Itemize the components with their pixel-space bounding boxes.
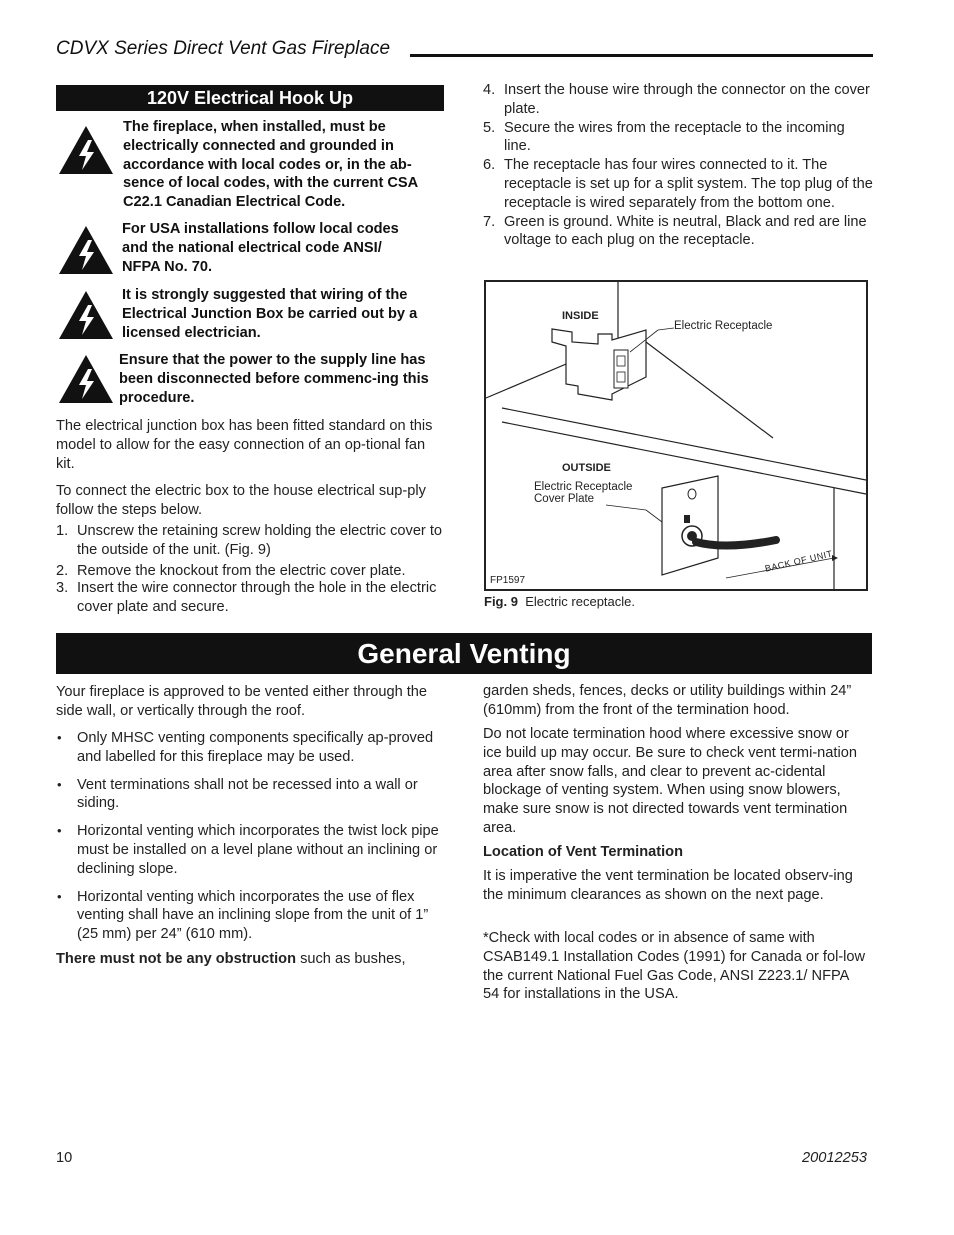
figure-outside-label: OUTSIDE — [562, 462, 611, 474]
figure-receptacle-label: Electric Receptacle — [674, 320, 773, 332]
figure-back-of-unit-label: BACK OF UNIT — [764, 548, 834, 574]
warning-text-1: The fireplace, when installed, must be electrically connected and grounded in accordance with local codes or, in the ab-sence of local codes, with the current CSA C22.1 Canadian Electrical Code. — [123, 119, 418, 211]
document-number: 20012253 — [802, 1150, 867, 1166]
venting-right-paragraph-3: It is imperative the vent termination be located observ-ing the minimum clearances as shown on the next page. — [483, 868, 853, 903]
list-item: 3. Insert the wire connector through the hole in the electric cover plate and secure. — [56, 580, 437, 616]
electrical-hazard-icon — [57, 224, 115, 276]
warning-text-3: It is strongly suggested that wiring of the Electrical Junction Box be carried out by a licensed electrician. — [122, 287, 418, 341]
header-rule — [410, 54, 873, 57]
list-item: • Vent terminations shall not be recessed into a wall or siding. — [57, 776, 418, 812]
figure-caption: Fig. 9 Electric receptacle. — [484, 594, 636, 609]
venting-intro-paragraph: Your fireplace is approved to be vented either through the side wall, or vertically through the roof. — [56, 684, 428, 719]
list-item: 6. The receptacle has four wires connected to it. The receptacle is set up for a split system. The top plug of the receptacle is wired separately from the bottom one. — [483, 157, 873, 211]
warning-text-2: For USA installations follow local codes and the national electrical code ANSI/ NFPA No. 70. — [122, 221, 399, 275]
figure-code-label: FP1597 — [490, 575, 526, 586]
obstruction-paragraph: There must not be any obstruction such as bushes, — [56, 951, 406, 967]
list-item: 4. Insert the house wire through the connector on the cover plate. — [483, 82, 870, 117]
electric-receptacle-figure — [484, 280, 868, 591]
electrical-steps-list-left — [56, 522, 444, 619]
figure-inside-label: INSIDE — [562, 310, 599, 322]
page-number: 10 — [56, 1150, 73, 1166]
venting-right-paragraph-2: Do not locate termination hood where excessive snow or ice build up may occur. Be sure to check vent termi-nation area after snow falls, and clear to prevent ac-cidental blockage of venting system. When using snow blowers, make sure snow is not directed towards vent termination area. — [483, 726, 857, 836]
list-item: 2. Remove the knockout from the electric cover plate. — [56, 562, 406, 579]
electrical-steps-list-right — [483, 81, 873, 250]
electrical-hazard-icon — [57, 124, 115, 176]
electrical-steps-intro: To connect the electric box to the house electrical sup-ply follow the steps below. — [56, 483, 426, 518]
list-item: • Horizontal venting which incorporates the use of flex venting shall have an inclining slope from the unit of 1” (25 mm) per 24” (610 mm). — [57, 888, 429, 943]
list-item: • Only MHSC venting components specifically ap-proved and labelled for this fireplace may be used. — [57, 730, 434, 765]
vent-termination-location-heading: Location of Vent Termination — [483, 844, 683, 860]
figure-cover-plate-label: Electric Receptacle Cover Plate — [534, 481, 633, 505]
venting-rules-list — [56, 729, 446, 953]
electrical-intro-paragraph: The electrical junction box has been fitted standard on this model to allow for the easy connection of an op-tional fan kit. — [56, 418, 433, 472]
list-item: 1. Unscrew the retaining screw holding the electric cover to the outside of the unit. (Fig. 9) — [56, 523, 443, 558]
list-item: • Horizontal venting which incorporates the twist lock pipe must be installed on a level plane without an inclining or declining slope. — [57, 823, 439, 877]
document-header-title: CDVX Series Direct Vent Gas Fireplace — [56, 38, 391, 59]
electrical-hazard-icon — [57, 289, 115, 341]
venting-right-paragraph-4: *Check with local codes or in absence of same with CSAB149.1 Installation Codes (1991) for Canada or fol-low the current National Fuel Gas Code, ANSI Z223.1/ NFPA 54 for installations in the USA. — [483, 930, 866, 1003]
warning-text-4: Ensure that the power to the supply line has been disconnected before commenc-ing this procedure. — [119, 352, 429, 406]
electrical-section-heading: 120V Electrical Hook Up — [56, 85, 444, 111]
list-item: 5. Secure the wires from the receptacle to the incoming line. — [483, 119, 845, 155]
list-item: 7. Green is ground. White is neutral, Black and red are line voltage to each plug on the receptacle. — [483, 213, 867, 249]
venting-section-heading: General Venting — [56, 633, 872, 674]
electrical-hazard-icon — [57, 353, 115, 405]
venting-right-paragraph-1: garden sheds, fences, decks or utility buildings within 24” (610mm) from the front of the termination hood. — [483, 683, 852, 718]
